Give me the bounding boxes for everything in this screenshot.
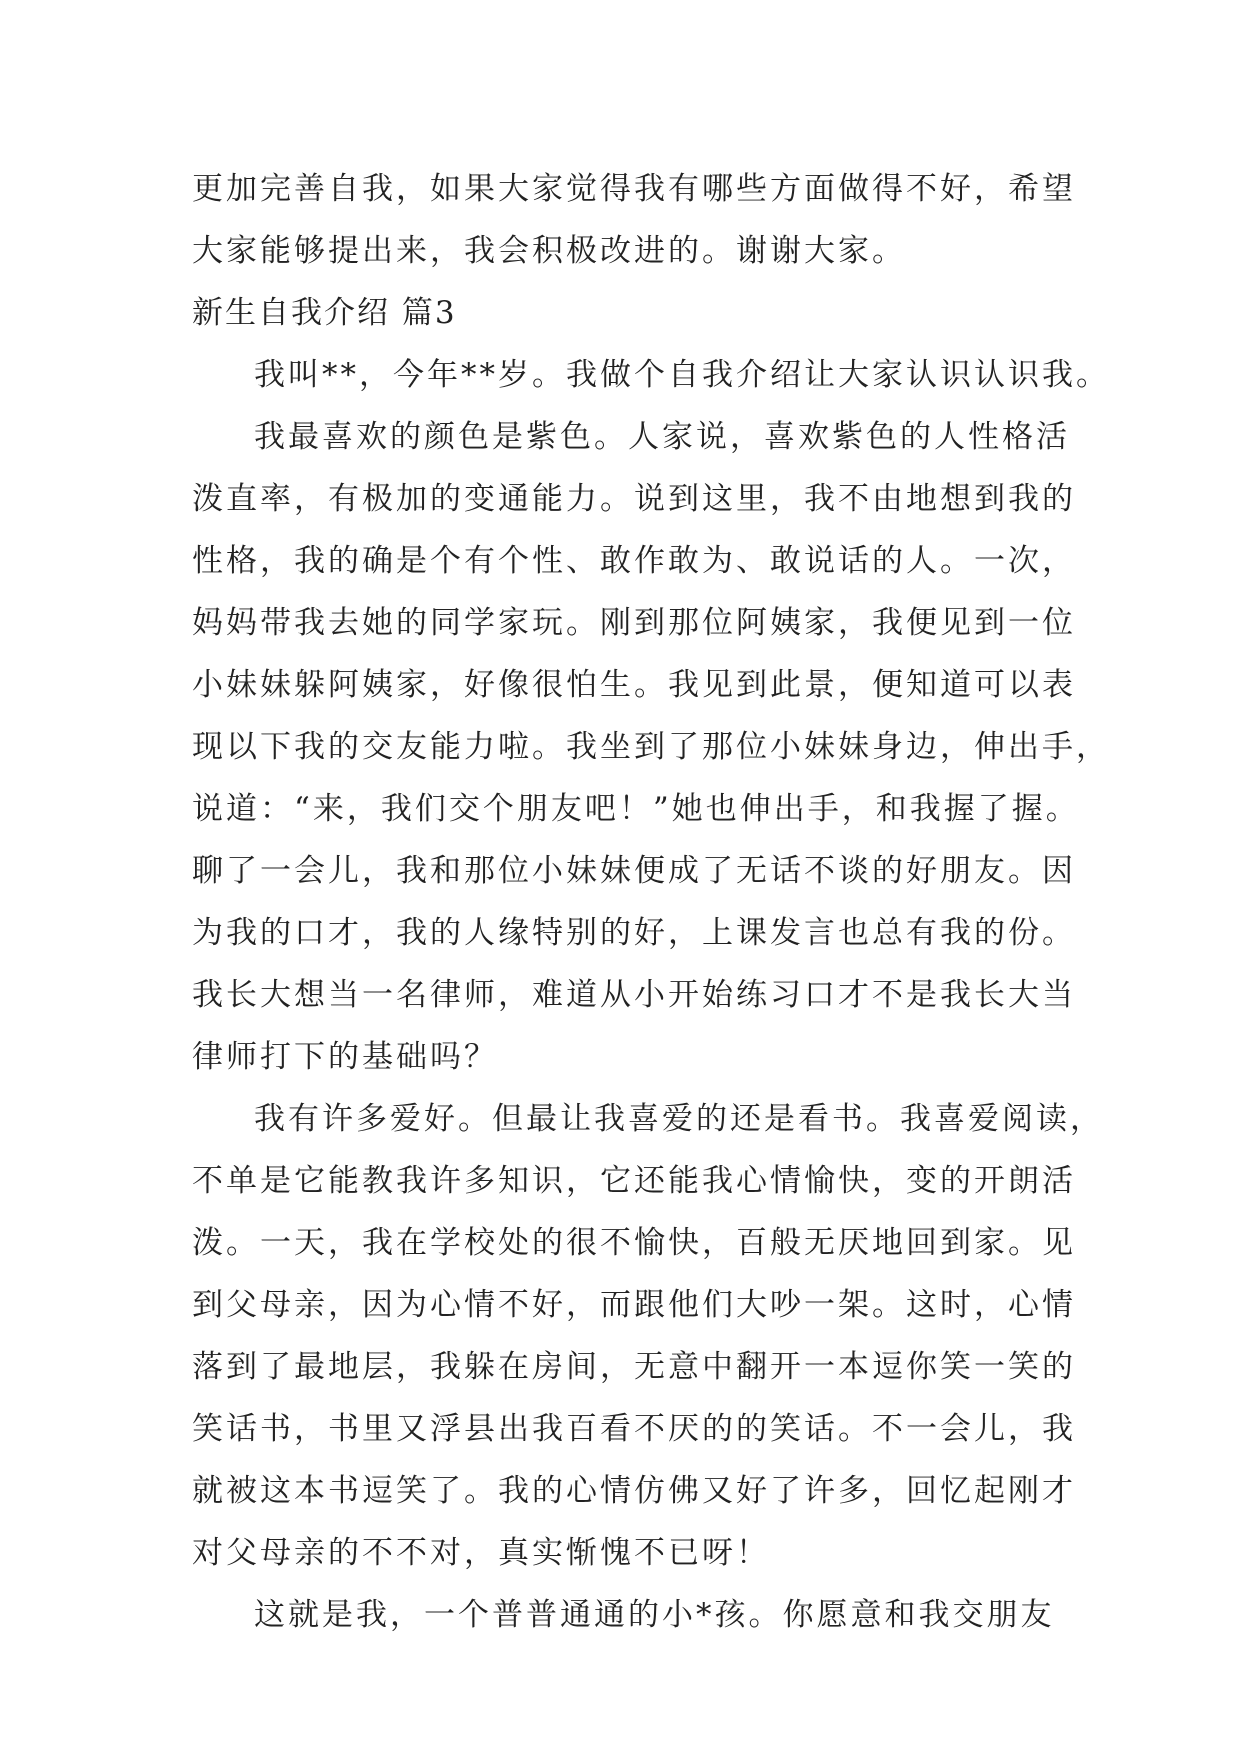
paragraph-3-line-4: 到父母亲，因为心情不好，而跟他们大吵一架。这时，心情 — [192, 1287, 1076, 1323]
paragraph-2-line-6: 现以下我的交友能力啦。我坐到了那位小妹妹身边，伸出手， — [192, 729, 1110, 765]
paragraph-2-line-4: 妈妈带我去她的同学家玩。刚到那位阿姨家，我便见到一位 — [192, 605, 1076, 641]
paragraph-3-line-1: 我有许多爱好。但最让我喜爱的还是看书。我喜爱阅读， — [254, 1101, 1104, 1137]
paragraph-2-line-3: 性格，我的确是个有个性、敢作敢为、敢说话的人。一次， — [192, 543, 1076, 579]
intro-line-1: 更加完善自我，如果大家觉得我有哪些方面做得不好，希望 — [192, 171, 1076, 207]
paragraph-2-line-8: 聊了一会儿，我和那位小妹妹便成了无话不谈的好朋友。因 — [192, 853, 1076, 889]
paragraph-2-line-11: 律师打下的基础吗？ — [192, 1039, 498, 1075]
paragraph-3-line-7: 就被这本书逗笑了。我的心情仿佛又好了许多，回忆起刚才 — [192, 1473, 1076, 1509]
intro-line-2: 大家能够提出来，我会积极改进的。谢谢大家。 — [192, 233, 906, 269]
section-heading: 新生自我介绍 篇3 — [192, 295, 457, 331]
paragraph-2-line-5: 小妹妹躲阿姨家，好像很怕生。我见到此景，便知道可以表 — [192, 667, 1076, 703]
paragraph-4-line-1: 这就是我，一个普普通通的小*孩。你愿意和我交朋友 — [254, 1597, 1055, 1633]
paragraph-2-line-2: 泼直率，有极加的变通能力。说到这里，我不由地想到我的 — [192, 481, 1076, 517]
paragraph-2-line-1: 我最喜欢的颜色是紫色。人家说，喜欢紫色的人性格活 — [254, 419, 1070, 455]
paragraph-2-line-10: 我长大想当一名律师，难道从小开始练习口才不是我长大当 — [192, 977, 1076, 1013]
paragraph-2-line-7: 说道：“来，我们交个朋友吧！”她也伸出手，和我握了握。 — [192, 791, 1080, 827]
paragraph-3-line-3: 泼。一天，我在学校处的很不愉快，百般无厌地回到家。见 — [192, 1225, 1076, 1261]
paragraph-3-line-6: 笑话书，书里又浮县出我百看不厌的的笑话。不一会儿，我 — [192, 1411, 1076, 1447]
paragraph-3-line-8: 对父母亲的不不对，真实惭愧不已呀！ — [192, 1535, 770, 1571]
paragraph-3-line-2: 不单是它能教我许多知识，它还能我心情愉快，变的开朗活 — [192, 1163, 1076, 1199]
document-body — [192, 158, 1110, 1646]
paragraph-2-line-9: 为我的口才，我的人缘特别的好，上课发言也总有我的份。 — [192, 915, 1076, 951]
paragraph-1-line-1: 我叫**，今年**岁。我做个自我介绍让大家认识认识我。 — [254, 357, 1110, 393]
paragraph-3-line-5: 落到了最地层，我躲在房间，无意中翻开一本逗你笑一笑的 — [192, 1349, 1076, 1385]
